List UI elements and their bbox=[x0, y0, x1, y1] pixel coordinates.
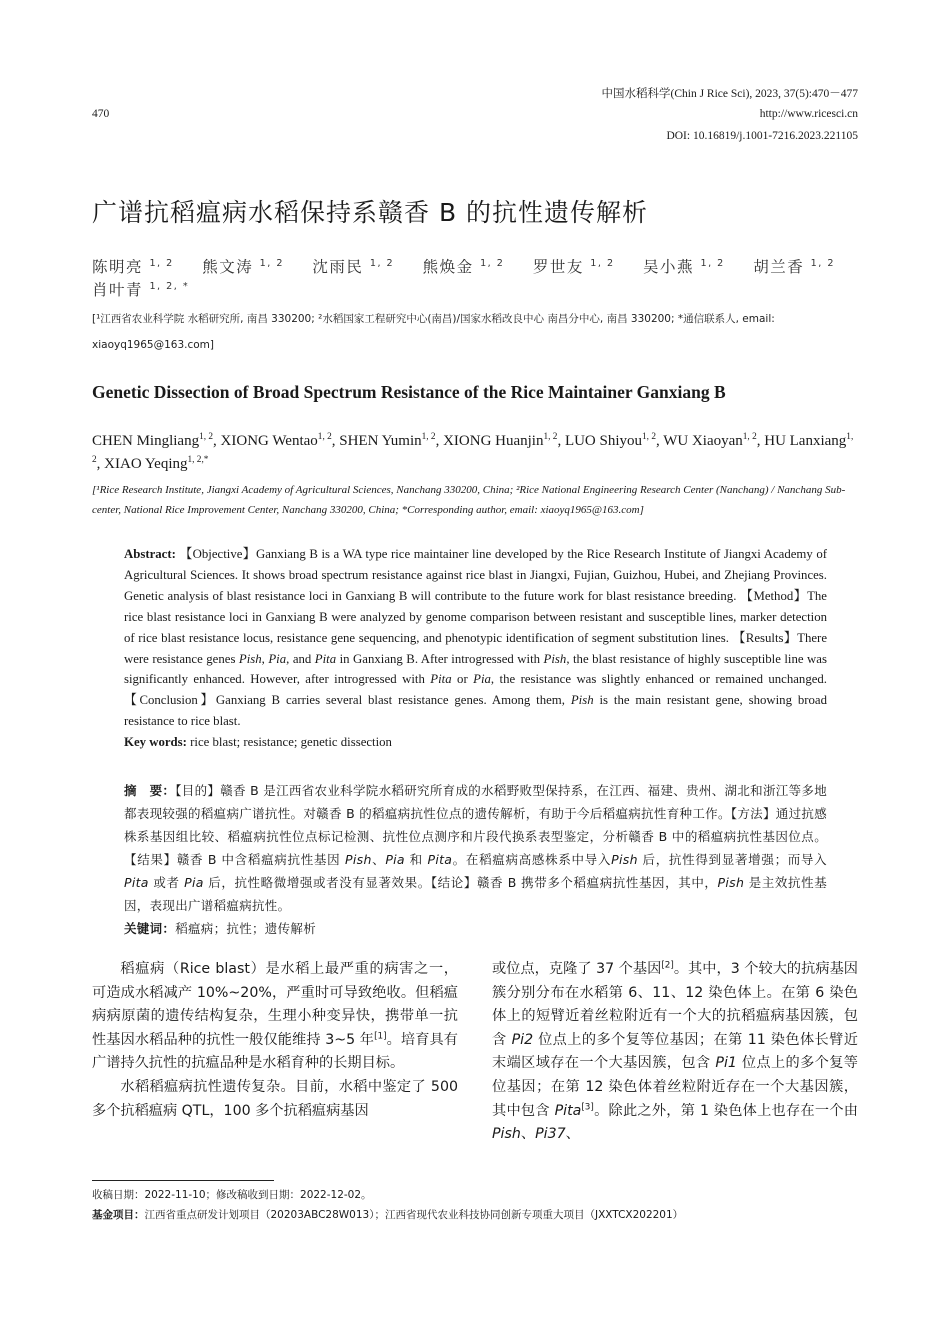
journal-url[interactable]: http://www.ricesci.cn bbox=[759, 108, 858, 120]
authors-chinese-line-1 bbox=[92, 255, 857, 279]
citation-ref[interactable]: [1] bbox=[374, 1031, 387, 1042]
affiliation-english: [¹Rice Research Institute, Jiangxi Academy of Agricultural Sciences, Nanchang 330200, China; ²Rice National Engineering Research Center (Nanchang) / Nanchang Sub-center, National Rice Improvement Center, Nanchang 330200, China; *Corresponding author, email: xiaoyq1965@163.com] bbox=[92, 484, 846, 516]
paragraph: 稻瘟病（Rice blast）是水稻上最严重的病害之一，可造成水稻减产 10%~20%，严重时可导致绝收。但稻瘟病病原菌的遗传结构复杂，生理小种变异快，携带单一抗性基因水稻品种的抗性一般仅能维持 3~5 年[1]。培育具有广谱持久抗性的抗瘟品种是水稻育种的长期目标。 bbox=[92, 961, 458, 1072]
title-english: Genetic Dissection of Broad Spectrum Resistance of the Rice Maintainer Ganxiang B bbox=[92, 382, 726, 402]
authors-english: CHEN Mingliang$^{1, 2}$, XIONG Wentao$^{1, 2}$, SHEN Yumin$^{1, 2}$, XIONG Huanjin$^{1, 2}$, LUO Shiyou$^{1, 2}$, WU Xiaoyan$^{1, 2}$, HU Lanxiang$^{1, 2}$, XIAO Yeqing$^{1, 2,*}$ bbox=[92, 432, 854, 472]
author-en: XIAO Yeqing$^{1, 2,*}$ bbox=[104, 455, 209, 472]
author-cn: 吴小燕 $^{1, 2}$ bbox=[643, 257, 725, 276]
paragraph: 或位点，克隆了 37 个基因[2]。其中，3 个较大的抗病基因簇分别分布在水稻第 6、11、12 染色体上。在第 6 染色体上的短臂近着丝粒附近有一个大的抗稻瘟病基因簇，包含 Pi2 位点上的多个复等位基因；在第 11 染色体长臂近末端区域存在一个大基因簇，包含 Pi1 位点上的多个复等位基因；在第 12 染色体着丝粒附近存在一个大基因簇，其中包含 Pita[3]。除此之外，第 1 染色体上也存在一个由 Pish、Pi37、 bbox=[492, 960, 858, 1143]
citation-ref[interactable]: [3] bbox=[581, 1101, 594, 1112]
author-en: WU Xiaoyan$^{1, 2}$ bbox=[663, 432, 757, 449]
authors-chinese-line-2 bbox=[92, 278, 211, 302]
body-column-right bbox=[492, 958, 858, 1147]
keywords-cn: 稻瘟病；抗性；遗传解析 bbox=[175, 921, 317, 936]
author-cn: 胡兰香 $^{1, 2}$ bbox=[753, 257, 835, 276]
footnote-received: 收稿日期：2022-11-10；修改稿收到日期：2022-12-02。 bbox=[92, 1189, 372, 1201]
keywords-label-en: Key words: bbox=[124, 735, 187, 750]
author-cn: 陈明亮 $^{1, 2}$ bbox=[92, 257, 174, 276]
author-en: XIONG Wentao$^{1, 2}$ bbox=[220, 432, 332, 449]
footnote-divider bbox=[92, 1180, 274, 1181]
keywords-label-cn: 关键词： bbox=[124, 921, 176, 936]
journal-citation: 中国水稻科学(Chin J Rice Sci), 2023, 37(5):470－477 bbox=[601, 88, 858, 100]
author-en: LUO Shiyou$^{1, 2}$ bbox=[564, 432, 656, 449]
doi[interactable]: DOI: 10.16819/j.1001-7216.2023.221105 bbox=[666, 130, 858, 142]
author-en: CHEN Mingliang$^{1, 2}$ bbox=[92, 432, 214, 449]
citation-ref[interactable]: [2] bbox=[661, 960, 674, 971]
author-cn: 肖叶青 $^{1, 2, *}$ bbox=[92, 280, 190, 299]
author-en: SHEN Yumin$^{1, 2}$ bbox=[339, 432, 436, 449]
abstract-chinese: 摘 要：【目的】赣香 B 是江西省农业科学院水稻研究所育成的水稻野败型保持系，在江西、福建、贵州、湖北和浙江等多地都表现较强的稻瘟病广谱抗性。对赣香 B 的稻瘟病抗性位点的遗传解析，有助于今后稻瘟病抗性育种工作。【方法】通过抗感株系基因组比较、稻瘟病抗性位点标记检测、抗性位点测序和片段代换系表型鉴定，分析赣香 B 中的稻瘟病抗性基因位点。【结果】赣香 B 中含稻瘟病抗性基因 Pish、Pia 和 Pita。在稻瘟病高感株系中导入Pish 后，抗性得到显著增强；而导入Pita 或者 Pia 后，抗性略微增强或者没有显著效果。【结论】赣香 B 携带多个稻瘟病抗性基因，其中，Pish 是主效抗性基因，表现出广谱稻瘟病抗性。 关键词：稻瘟病；抗性；遗传解析 bbox=[124, 783, 828, 936]
paragraph: 水稻稻瘟病抗性遗传复杂。目前，水稻中鉴定了 500 多个抗稻瘟病 QTL，100 多个抗稻瘟病基因 bbox=[92, 1078, 458, 1119]
author-cn: 熊焕金 $^{1, 2}$ bbox=[422, 257, 505, 276]
affiliation-chinese: [¹江西省农业科学院 水稻研究所, 南昌 330200; ²水稻国家工程研究中心(南昌)/国家水稻改良中心 南昌分中心, 南昌 330200; *通信联系人, email: xiaoyq1965@163.com] bbox=[92, 313, 775, 351]
title-chinese: 广谱抗稻瘟病水稻保持系赣香 B 的抗性遗传解析 bbox=[92, 198, 649, 227]
author-en: HU Lanxiang$^{1, 2}$ bbox=[92, 432, 854, 465]
body-column-left bbox=[92, 958, 458, 1123]
author-en: XIONG Huanjin$^{1, 2}$ bbox=[443, 432, 558, 449]
footnote-funding: 基金项目：江西省重点研发计划项目（20203ABC28W013）；江西省现代农业科技协同创新专项重大项目（JXXTCX202201） bbox=[92, 1209, 684, 1221]
author-cn: 罗世友 $^{1, 2}$ bbox=[532, 257, 615, 276]
page-number: 470 bbox=[92, 108, 110, 120]
keywords-en: rice blast; resistance; genetic dissection bbox=[190, 735, 392, 750]
author-cn: 熊文涛 $^{1, 2}$ bbox=[202, 257, 284, 276]
author-cn: 沈雨民 $^{1, 2}$ bbox=[312, 257, 395, 276]
abstract-english: Abstract: 【Objective】Ganxiang B is a WA type rice maintainer line developed by the Rice Research Institute of Jiangxi Academy of Agricultural Sciences. It shows broad spectrum resistance against rice blast in Jiangxi, Fujian, Guizhou, Hubei, and Zhejiang Provinces. Genetic analysis of blast resistance loci in Ganxiang B will contribute to the future work for blast resistance breeding. 【Method】The rice blast resistance loci in Ganxiang B were analyzed by genome comparison between resistant and susceptible lines, marker detection of rice blast resistance locus, resistance gene sequencing, and phenotypic identification of segment substitution lines. 【Results】There were resistance genes Pish, Pia, and Pita in Ganxiang B. After introgressed with Pish, the blast resistance of highly susceptible line was significantly enhanced. However, after introgressed with Pita or Pia, the resistance was slightly enhanced or remained unchanged.【Conclusion】Ganxiang B carries several blast resistance genes. Among them, Pish is the main resistant gene, showing broad resistance to rice blast. Key words: rice blast; resistance; genetic dissection bbox=[124, 547, 828, 750]
